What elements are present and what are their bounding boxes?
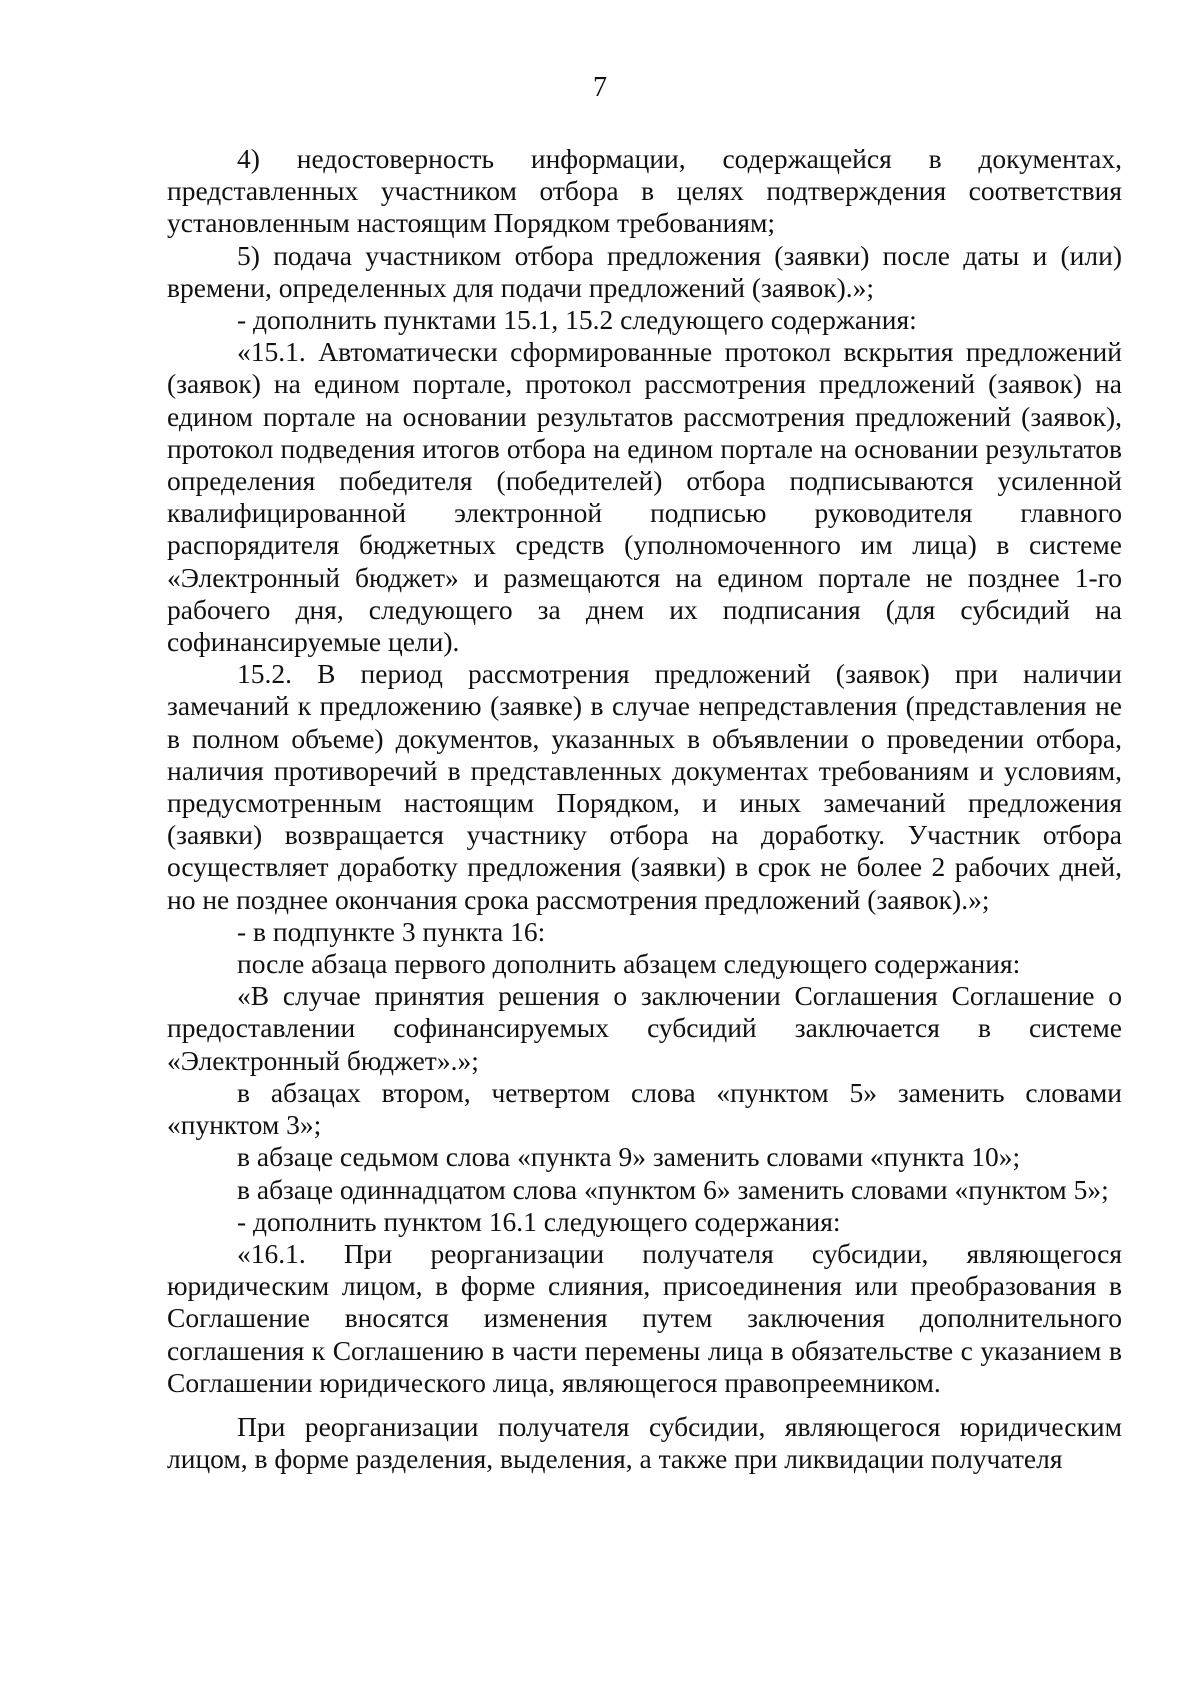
paragraph-after-first: после абзаца первого дополнить абзацем следующего содержания:: [237, 948, 1021, 980]
document-body: [167, 143, 1122, 1475]
paragraph-15-1: «15.1. Автоматически сформированные протокол вскрытия предложений (заявок) на едином портале, протокол рассмотрения предложений (заявок) на едином портале на основании результатов рассмотрения предложений (заявок), протокол подведения итогов отбора на едином портале на основании результатов определения победителя (победителей) отбора подписываются усиленной квалифицированной электронной подписью руководителя главного распорядителя бюджетных средств (уполномоченного им лица) в системе «Электронный бюджет» и размещаются на едином портале не позднее 1-го рабочего дня, следующего за днем их подписания (для субсидий на софинансируемые цели).: [167, 336, 1122, 658]
paragraph-seventh: в абзаце седьмом слова «пункта 9» заменить словами «пункта 10»;: [237, 1141, 1021, 1173]
paragraph-agreement-quote: «В случае принятия решения о заключении Соглашения Соглашение о предоставлении софинансируемых субсидий заключается в системе «Электронный бюджет».»;: [167, 980, 1122, 1076]
paragraph-second-fourth: в абзацах втором, четвертом слова «пунктом 5» заменить словами «пунктом 3»;: [167, 1076, 1122, 1141]
paragraph-16-1: «16.1. При реорганизации получателя субсидии, являющегося юридическим лицом, в форме слияния, присоединения или преобразования в Соглашение вносятся изменения путем заключения дополнительного соглашения к Соглашению в части перемены лица в обязательстве с указанием в Соглашении юридического лица, являющегося правопреемником.: [167, 1237, 1122, 1398]
paragraph-subpoint-3: - в подпункте 3 пункта 16:: [237, 915, 546, 947]
paragraph-15-2: 15.2. В период рассмотрения предложений (заявок) при наличии замечаний к предложению (заявке) в случае непредставления (представления не в полном объеме) документов, указанных в объявлении о проведении отбора, наличия противоречий в представленных документах требованиям и условиям, предусмотренным настоящим Порядком, и иных замечаний предложения (заявки) возвращается участнику отбора на доработку. Участник отбора осуществляет доработку предложения (заявки) в срок не более 2 рабочих дней, но не позднее окончания срока рассмотрения предложений (заявок).»;: [167, 658, 1122, 915]
paragraph-add-point-16-1: - дополнить пунктом 16.1 следующего содержания:: [237, 1205, 841, 1237]
paragraph-reorganization: При реорганизации получателя субсидии, являющегося юридическим лицом, в форме разделения, выделения, а также при ликвидации получателя: [167, 1410, 1122, 1475]
paragraph-item-4: 4) недостоверность информации, содержащейся в документах, представленных участником отбора в целях подтверждения соответствия установленным настоящим Порядком требованиям;: [167, 143, 1122, 239]
paragraph-add-points-15: - дополнить пунктами 15.1, 15.2 следующего содержания:: [237, 304, 917, 336]
paragraph-eleventh: в абзаце одиннадцатом слова «пунктом 6» заменить словами «пунктом 5»;: [237, 1173, 1109, 1205]
page-number: 7: [593, 72, 607, 103]
paragraph-item-5: 5) подача участником отбора предложения (заявки) после даты и (или) времени, определенных для подачи предложений (заявок).»;: [167, 239, 1122, 303]
